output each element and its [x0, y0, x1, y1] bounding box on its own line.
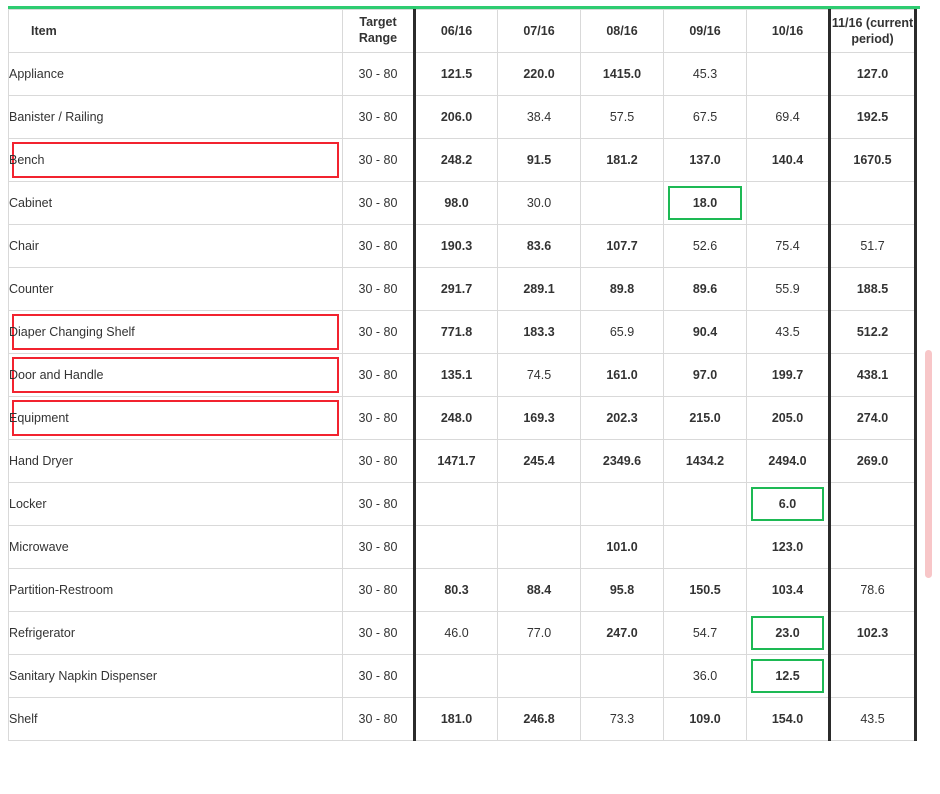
cell-current-period[interactable]: 78.6 [830, 569, 916, 612]
cell-period-1[interactable]: 248.2 [415, 139, 498, 182]
cell-period-1[interactable]: 80.3 [415, 569, 498, 612]
cell-current-period[interactable]: 43.5 [830, 698, 916, 741]
cell-period-2[interactable]: 169.3 [498, 397, 581, 440]
row-target-range: 30 - 80 [343, 268, 415, 311]
row-target-range: 30 - 80 [343, 96, 415, 139]
cell-period-4[interactable]: 52.6 [664, 225, 747, 268]
table-row [9, 354, 916, 397]
cell-period-5[interactable] [747, 655, 830, 698]
cell-period-2[interactable]: 183.3 [498, 311, 581, 354]
row-item-label: Bench [9, 153, 45, 167]
column-header-period-4[interactable]: 09/16 [664, 10, 747, 53]
right-highlight-strip[interactable] [925, 350, 932, 578]
table-row [9, 526, 916, 569]
cell-current-period[interactable]: 269.0 [830, 440, 916, 483]
cell-period-4[interactable]: 137.0 [664, 139, 747, 182]
row-target-range: 30 - 80 [343, 311, 415, 354]
table-row [9, 182, 916, 225]
cell-period-3[interactable]: 57.5 [581, 96, 664, 139]
column-header-period-1[interactable]: 06/16 [415, 10, 498, 53]
row-target-range: 30 - 80 [343, 397, 415, 440]
cell-period-2[interactable]: 38.4 [498, 96, 581, 139]
table-row [9, 698, 916, 741]
cell-period-3[interactable] [581, 182, 664, 225]
row-item-label: Shelf [9, 712, 38, 726]
cell-period-3[interactable] [581, 655, 664, 698]
row-item-name[interactable] [9, 526, 343, 569]
row-highlight-outline [12, 142, 339, 178]
cell-period-1[interactable]: 121.5 [415, 53, 498, 96]
table-row [9, 612, 916, 655]
cell-period-5[interactable] [747, 53, 830, 96]
row-item-name[interactable] [9, 268, 343, 311]
cell-current-period[interactable]: 51.7 [830, 225, 916, 268]
row-target-range: 30 - 80 [343, 569, 415, 612]
row-item-label: Sanitary Napkin Dispenser [9, 669, 157, 683]
cell-period-4[interactable]: 109.0 [664, 698, 747, 741]
column-header-target-range[interactable] [343, 10, 415, 53]
row-item-name[interactable] [9, 96, 343, 139]
table-header-row [9, 10, 916, 53]
row-item-name[interactable] [9, 397, 343, 440]
column-header-period-3[interactable]: 08/16 [581, 10, 664, 53]
row-item-name[interactable] [9, 440, 343, 483]
row-item-label: Appliance [9, 67, 64, 81]
cell-period-5[interactable] [747, 612, 830, 655]
table-row [9, 96, 916, 139]
cell-period-1[interactable]: 181.0 [415, 698, 498, 741]
cell-period-5[interactable] [747, 182, 830, 225]
row-item-name[interactable] [9, 53, 343, 96]
cell-period-3[interactable]: 95.8 [581, 569, 664, 612]
cell-period-5[interactable]: 123.0 [747, 526, 830, 569]
cell-period-1[interactable] [415, 483, 498, 526]
cell-period-1[interactable]: 46.0 [415, 612, 498, 655]
row-item-name[interactable] [9, 655, 343, 698]
cell-period-2[interactable]: 91.5 [498, 139, 581, 182]
cell-period-5[interactable]: 154.0 [747, 698, 830, 741]
row-target-range: 30 - 80 [343, 612, 415, 655]
table-row [9, 139, 916, 182]
cell-period-4[interactable]: 36.0 [664, 655, 747, 698]
table-row [9, 569, 916, 612]
cell-period-3[interactable]: 247.0 [581, 612, 664, 655]
row-target-range: 30 - 80 [343, 440, 415, 483]
cell-in-range-box: 18.0 [668, 186, 742, 220]
cell-period-2[interactable] [498, 655, 581, 698]
cell-period-2[interactable]: 220.0 [498, 53, 581, 96]
cell-period-2[interactable]: 289.1 [498, 268, 581, 311]
cell-period-5[interactable]: 199.7 [747, 354, 830, 397]
row-target-range: 30 - 80 [343, 225, 415, 268]
row-item-label: Chair [9, 239, 39, 253]
table-row [9, 268, 916, 311]
cell-current-period[interactable]: 102.3 [830, 612, 916, 655]
row-item-label: Diaper Changing Shelf [9, 325, 135, 339]
cell-period-1[interactable]: 98.0 [415, 182, 498, 225]
cell-period-4[interactable]: 90.4 [664, 311, 747, 354]
cell-period-1[interactable] [415, 526, 498, 569]
cell-period-5[interactable] [747, 483, 830, 526]
cell-period-5[interactable]: 69.4 [747, 96, 830, 139]
cell-period-4[interactable]: 89.6 [664, 268, 747, 311]
row-target-range: 30 - 80 [343, 698, 415, 741]
cell-period-1[interactable]: 771.8 [415, 311, 498, 354]
cell-current-period[interactable] [830, 526, 916, 569]
cell-period-2[interactable]: 77.0 [498, 612, 581, 655]
cell-period-5[interactable]: 43.5 [747, 311, 830, 354]
cell-period-5[interactable]: 205.0 [747, 397, 830, 440]
cell-period-4[interactable]: 150.5 [664, 569, 747, 612]
cell-period-2[interactable]: 83.6 [498, 225, 581, 268]
row-item-name[interactable] [9, 139, 343, 182]
cell-period-4[interactable]: 97.0 [664, 354, 747, 397]
table-row [9, 440, 916, 483]
cell-period-4[interactable]: 54.7 [664, 612, 747, 655]
cell-current-period[interactable] [830, 182, 916, 225]
cell-period-3[interactable]: 1415.0 [581, 53, 664, 96]
cell-period-2[interactable] [498, 526, 581, 569]
row-item-name[interactable] [9, 569, 343, 612]
cell-period-3[interactable]: 2349.6 [581, 440, 664, 483]
table-row [9, 311, 916, 354]
row-target-range: 30 - 80 [343, 182, 415, 225]
cell-current-period[interactable]: 512.2 [830, 311, 916, 354]
cell-period-2[interactable]: 74.5 [498, 354, 581, 397]
cell-period-3[interactable]: 101.0 [581, 526, 664, 569]
table-body [9, 53, 916, 741]
cell-period-2[interactable] [498, 483, 581, 526]
cell-period-4[interactable]: 1434.2 [664, 440, 747, 483]
row-item-label: Locker [9, 497, 47, 511]
cell-period-5[interactable]: 75.4 [747, 225, 830, 268]
cell-current-period[interactable]: 127.0 [830, 53, 916, 96]
cell-period-1[interactable] [415, 655, 498, 698]
cell-period-4[interactable] [664, 483, 747, 526]
cell-period-3[interactable]: 161.0 [581, 354, 664, 397]
cell-period-1[interactable]: 135.1 [415, 354, 498, 397]
row-item-name[interactable] [9, 182, 343, 225]
cell-period-1[interactable]: 206.0 [415, 96, 498, 139]
table-header [9, 10, 916, 53]
column-header-period-5[interactable]: 10/16 [747, 10, 830, 53]
cell-period-4[interactable]: 215.0 [664, 397, 747, 440]
row-item-label: Refrigerator [9, 626, 75, 640]
table-row [9, 53, 916, 96]
cell-period-3[interactable]: 202.3 [581, 397, 664, 440]
row-item-label: Door and Handle [9, 368, 104, 382]
row-item-label: Counter [9, 282, 54, 296]
column-header-item[interactable]: Item [9, 10, 343, 53]
column-header-period-2[interactable]: 07/16 [498, 10, 581, 53]
cell-current-period[interactable]: 192.5 [830, 96, 916, 139]
row-item-name[interactable] [9, 354, 343, 397]
cell-current-period[interactable]: 188.5 [830, 268, 916, 311]
cell-in-range-box: 12.5 [751, 659, 824, 693]
cell-current-period[interactable] [830, 655, 916, 698]
row-item-name[interactable] [9, 225, 343, 268]
cell-period-3[interactable]: 89.8 [581, 268, 664, 311]
cell-period-1[interactable]: 1471.7 [415, 440, 498, 483]
cell-current-period[interactable]: 438.1 [830, 354, 916, 397]
table-row [9, 655, 916, 698]
row-item-label: Banister / Railing [9, 110, 104, 124]
row-target-range: 30 - 80 [343, 53, 415, 96]
results-table [8, 9, 917, 741]
row-item-name[interactable] [9, 612, 343, 655]
cell-period-3[interactable]: 107.7 [581, 225, 664, 268]
row-item-label: Equipment [9, 411, 69, 425]
cell-in-range-box: 6.0 [751, 487, 824, 521]
cell-in-range-box: 23.0 [751, 616, 824, 650]
cell-period-1[interactable]: 248.0 [415, 397, 498, 440]
cell-current-period[interactable] [830, 483, 916, 526]
cell-period-1[interactable]: 291.7 [415, 268, 498, 311]
cell-period-1[interactable]: 190.3 [415, 225, 498, 268]
cell-period-4[interactable] [664, 182, 747, 225]
row-item-name[interactable] [9, 698, 343, 741]
cell-period-5[interactable]: 2494.0 [747, 440, 830, 483]
cell-period-4[interactable]: 45.3 [664, 53, 747, 96]
cell-period-5[interactable]: 103.4 [747, 569, 830, 612]
table-row [9, 225, 916, 268]
cell-period-3[interactable]: 65.9 [581, 311, 664, 354]
cell-current-period[interactable]: 274.0 [830, 397, 916, 440]
cell-period-4[interactable] [664, 526, 747, 569]
cell-period-5[interactable]: 140.4 [747, 139, 830, 182]
row-target-range: 30 - 80 [343, 483, 415, 526]
table-row [9, 483, 916, 526]
row-item-name[interactable] [9, 483, 343, 526]
cell-period-3[interactable]: 73.3 [581, 698, 664, 741]
row-item-label: Partition-Restroom [9, 583, 114, 597]
cell-period-3[interactable]: 181.2 [581, 139, 664, 182]
row-item-label: Hand Dryer [9, 454, 73, 468]
row-target-range: 30 - 80 [343, 139, 415, 182]
row-item-name[interactable] [9, 311, 343, 354]
cell-period-2[interactable]: 88.4 [498, 569, 581, 612]
cell-period-2[interactable]: 246.8 [498, 698, 581, 741]
column-header-current-period[interactable]: 11/16 (current period) [830, 10, 916, 53]
table-row [9, 397, 916, 440]
row-item-label: Cabinet [9, 196, 53, 210]
cell-current-period[interactable]: 1670.5 [830, 139, 916, 182]
cell-period-5[interactable]: 55.9 [747, 268, 830, 311]
cell-period-2[interactable]: 245.4 [498, 440, 581, 483]
row-target-range: 30 - 80 [343, 354, 415, 397]
row-target-range: 30 - 80 [343, 655, 415, 698]
row-target-range: 30 - 80 [343, 526, 415, 569]
row-item-label: Microwave [9, 540, 69, 554]
column-header-target-range-label: Target Range [358, 15, 398, 45]
cell-period-2[interactable]: 30.0 [498, 182, 581, 225]
cell-period-4[interactable]: 67.5 [664, 96, 747, 139]
cell-period-3[interactable] [581, 483, 664, 526]
